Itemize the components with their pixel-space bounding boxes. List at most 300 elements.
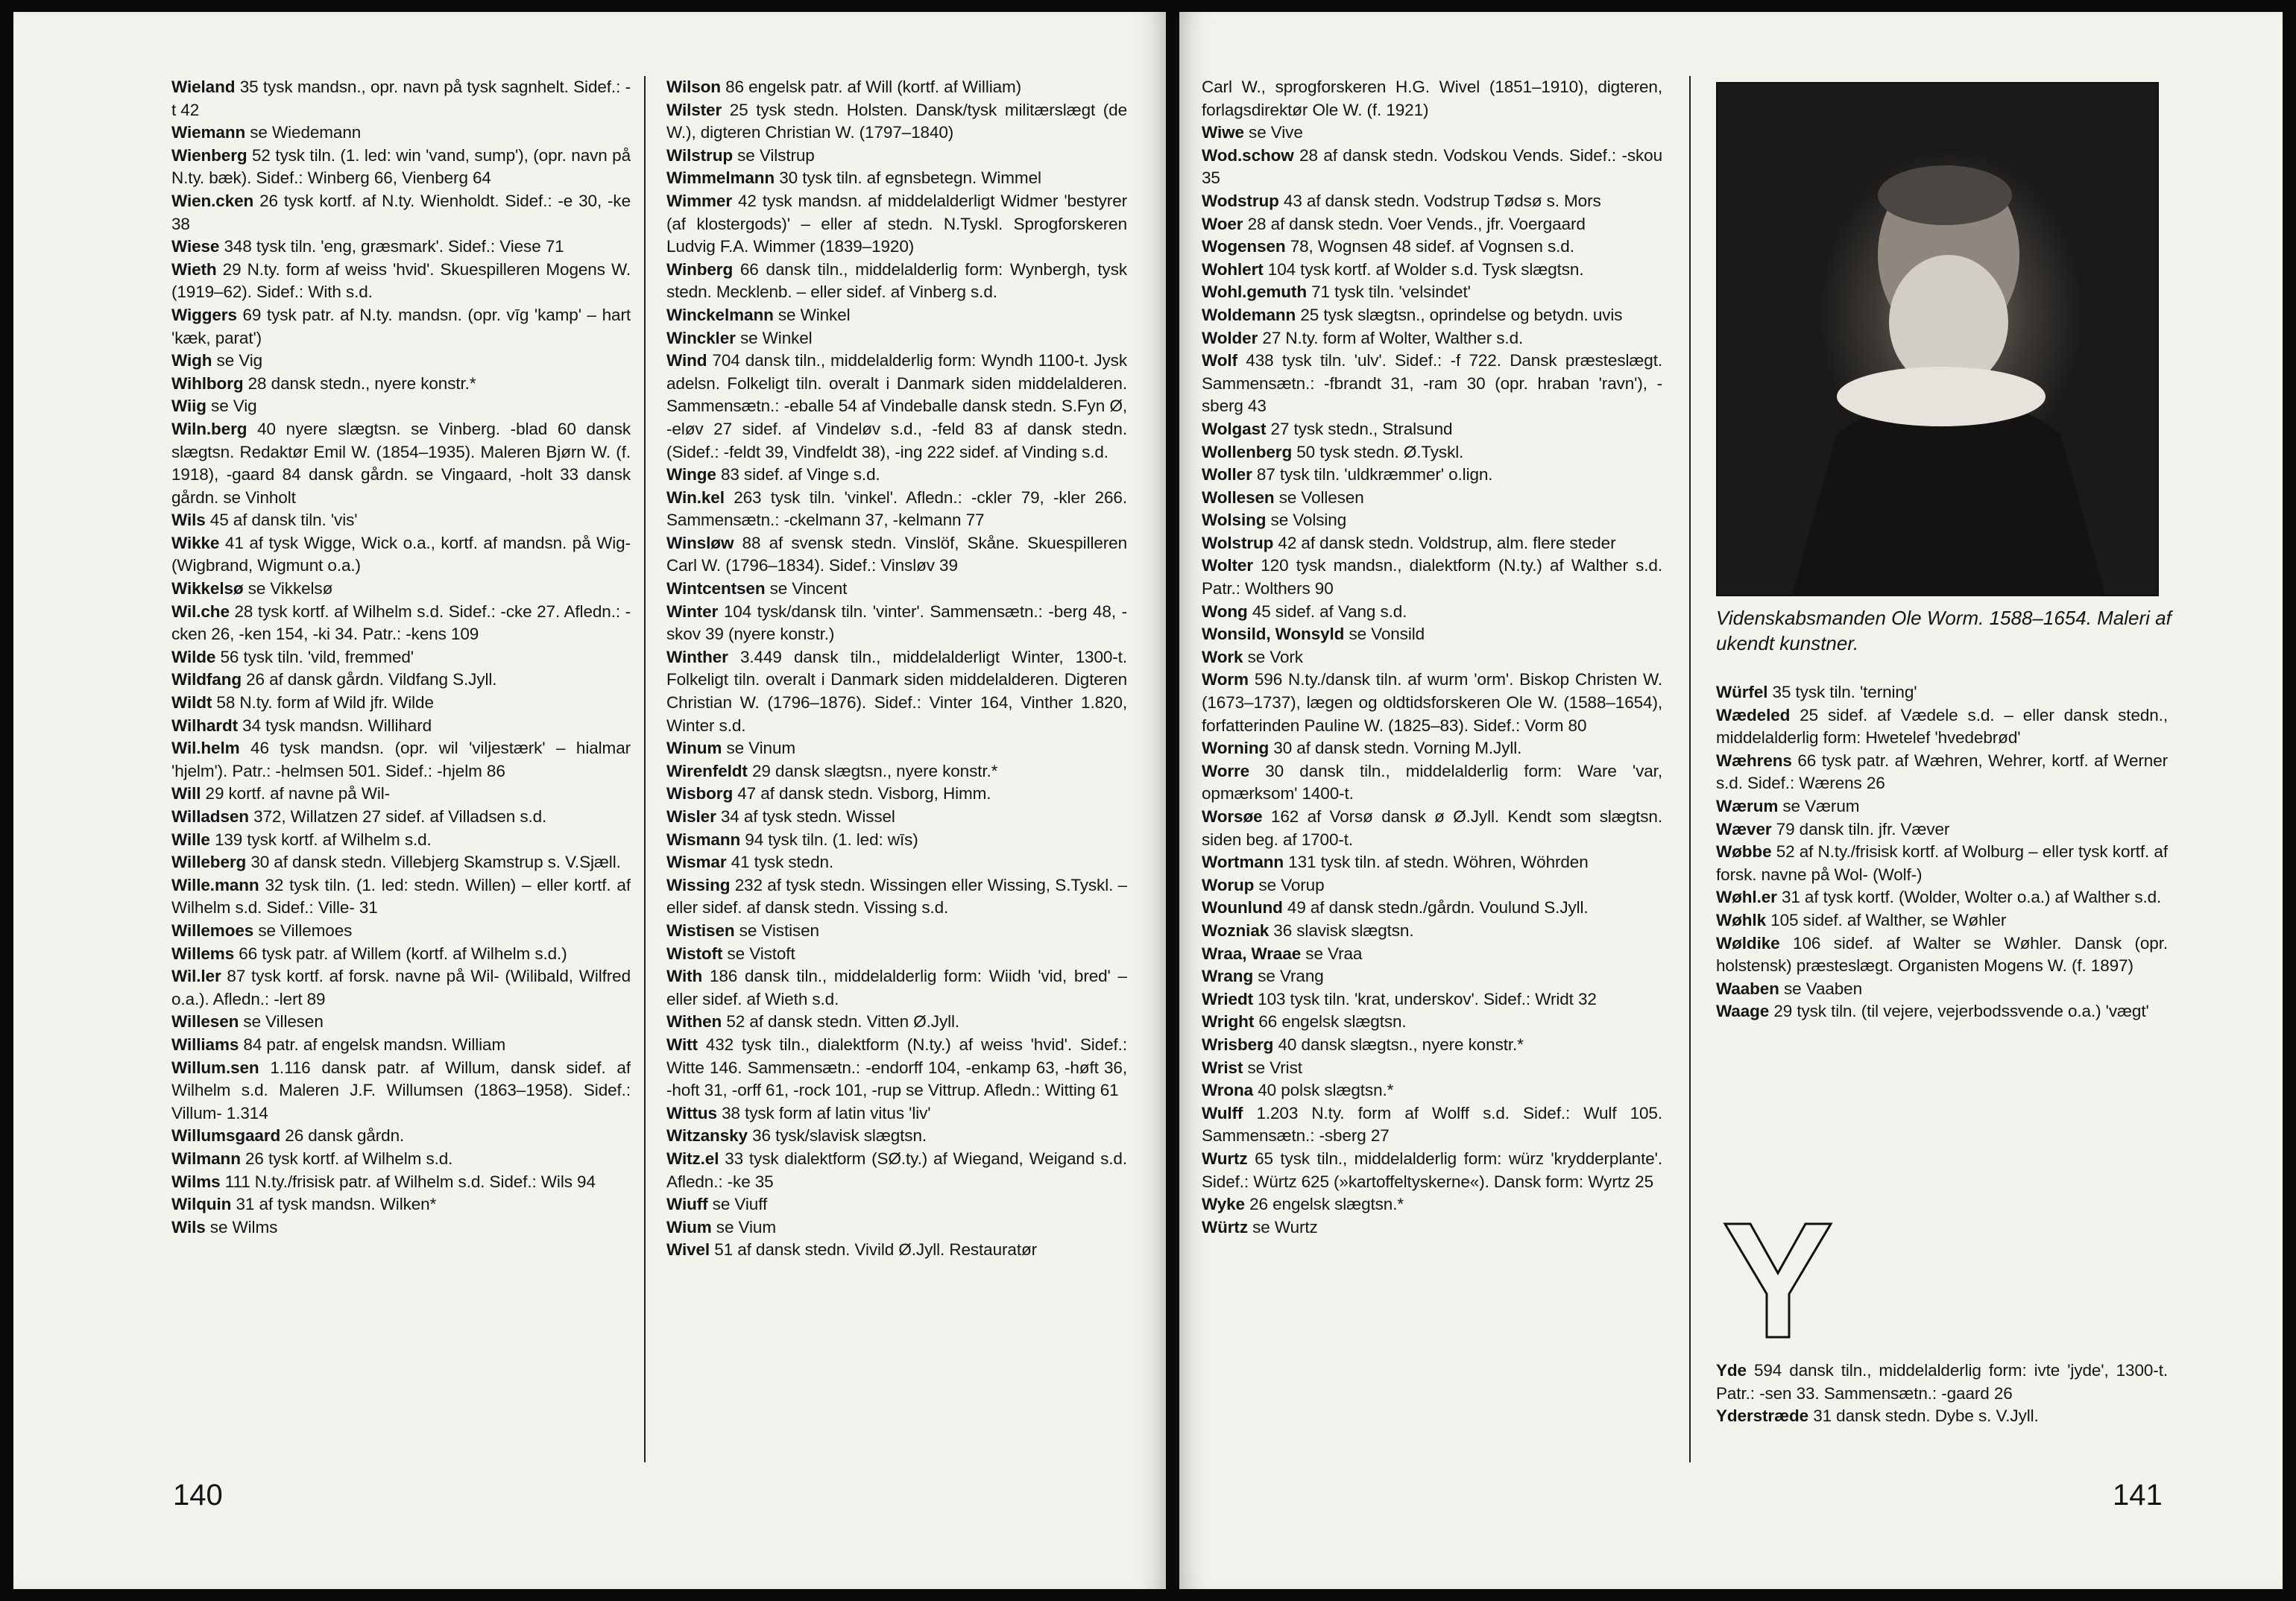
- entry-headword: Wøldike: [1716, 933, 1780, 953]
- entry-text: se Vorup: [1254, 875, 1325, 894]
- entry-text: 41 tysk stedn.: [726, 853, 834, 872]
- dictionary-entry: [666, 1125, 1127, 1148]
- dictionary-entry: [1202, 965, 1662, 988]
- entry-headword: Wrang: [1202, 967, 1254, 986]
- dictionary-entry: [1716, 1405, 2168, 1428]
- entry-headword: Wilster: [666, 100, 722, 119]
- entry-headword: Wogensen: [1202, 237, 1286, 256]
- entry-headword: Withen: [666, 1012, 722, 1032]
- entry-headword: Worsøe: [1202, 807, 1263, 826]
- dictionary-entry: [1202, 669, 1662, 737]
- entry-headword: Wiese: [171, 237, 220, 256]
- entry-headword: Wil.helm: [171, 739, 240, 758]
- dictionary-entry: [1202, 532, 1662, 555]
- dictionary-entry: [171, 395, 631, 418]
- entry-text: 28 tysk kortf. af Wilhelm s.d. Sidef.: -cke 27. Afledn.: -cken 26, -ken 154, -ki 34. Patr.: -kens 109: [171, 601, 631, 644]
- entry-headword: Wiln.berg: [171, 419, 247, 438]
- entry-headword: Waaben: [1716, 979, 1779, 998]
- dictionary-entry: [1716, 818, 2168, 841]
- dictionary-entry: [171, 715, 631, 738]
- entry-text: 186 dansk tiln., middelalderlig form: Wiidh 'vid, bred' – eller sidef. af Wieth s.d.: [666, 967, 1127, 1008]
- entry-text: se Wurtz: [1247, 1217, 1318, 1237]
- entry-text: 25 tysk stedn. Holsten. Dansk/tysk militærslægt (de W.), digteren Christian W. (1797–1840): [666, 100, 1127, 142]
- entry-headword: Wøhl.er: [1716, 888, 1777, 907]
- entry-headword: Wil.che: [171, 601, 230, 621]
- entry-text: 3.449 dansk tiln., middelalderligt Winter, 1300-t. Folkeligt tiln. overalt i Danmark siden middelalderen. Digteren Christian W. (1796–1876). Sidef.: Vinter 164, Vinther 1.820, Winter s.d.: [666, 647, 1127, 735]
- entry-text: 50 tysk stedn. Ø.Tyskl.: [1292, 442, 1464, 461]
- entry-text: 46 tysk mandsn. (opr. wil 'viljestærk' – hialmar 'hjelm'). Patr.: -helmsen 501. Sidef.: -hjelm 86: [171, 739, 631, 780]
- entry-text: 111 N.ty./frisisk patr. af Wilhelm s.d. Sidef.: Wils 94: [220, 1172, 596, 1191]
- entry-headword: Wiemann: [171, 123, 246, 142]
- entry-headword: Wulff: [1202, 1103, 1243, 1122]
- entry-headword: Yde: [1716, 1361, 1747, 1380]
- entry-headword: Wistoft: [666, 944, 723, 963]
- page-number: 141: [2113, 1479, 2163, 1512]
- entry-headword: Willems: [171, 944, 235, 963]
- entry-text: 30 af dansk stedn. Vorning M.Jyll.: [1269, 739, 1522, 758]
- entry-headword: Wilms: [171, 1172, 221, 1191]
- entry-text: 27 N.ty. form af Wolter, Walther s.d.: [1258, 328, 1524, 347]
- entry-headword: Winum: [666, 739, 722, 758]
- dictionary-entry: [171, 943, 631, 966]
- entry-text: 40 polsk slægtsn.*: [1253, 1081, 1394, 1100]
- section-letter-y: [1722, 1221, 1834, 1340]
- entry-text: 32 tysk tiln. (1. led: stedn. Willen) – eller kortf. af Wilhelm s.d. Sidef.: Ville- 31: [171, 875, 631, 918]
- dictionary-entry: [1202, 304, 1662, 327]
- entry-text: 65 tysk tiln., middelalderlig form: würz 'krydderplante'. Sidef.: Würtz 625 (»kartoffeltyskerne«). Dansk form: Wyrtz 25: [1202, 1149, 1662, 1191]
- right-page: [1179, 12, 2283, 1589]
- entry-headword: Wilhardt: [171, 716, 238, 735]
- entry-headword: Wilquin: [171, 1195, 232, 1214]
- dictionary-entry: [1716, 909, 2168, 932]
- dictionary-entry: [171, 783, 631, 806]
- dictionary-entry: [1202, 1216, 1662, 1240]
- entry-text: 35 tysk tiln. 'terning': [1767, 683, 1917, 701]
- entry-headword: Wikke: [171, 533, 220, 552]
- entry-text: 79 dansk tiln. jfr. Væver: [1771, 819, 1950, 839]
- entry-headword: Wihlborg: [171, 373, 244, 393]
- entry-text: 105 sidef. af Walther, se Wøhler: [1766, 910, 2007, 929]
- dictionary-entry: [171, 669, 631, 692]
- entry-headword: Wolder: [1202, 328, 1258, 347]
- dictionary-entry: [171, 874, 631, 920]
- entry-text: 45 af dansk tiln. 'vis': [205, 511, 358, 530]
- entry-text: 25 tysk slægtsn., oprindelse og betydn. uvis: [1296, 305, 1623, 324]
- right-column-1: [1202, 76, 1662, 1462]
- dictionary-entry: [171, 1011, 631, 1034]
- entry-text: 30 af dansk stedn. Villebjerg Skamstrup s. V.Sjæll.: [246, 853, 621, 872]
- entry-headword: Wæhrens: [1716, 751, 1792, 770]
- dictionary-entry: [666, 259, 1127, 304]
- dictionary-entry: [1202, 441, 1662, 464]
- entry-headword: Wriedt: [1202, 989, 1253, 1008]
- entry-headword: Wind: [666, 351, 707, 370]
- dictionary-entry: [171, 121, 631, 145]
- dictionary-entry: [666, 1216, 1127, 1240]
- entry-headword: Wivel: [666, 1240, 710, 1260]
- entry-headword: Wollesen: [1202, 487, 1275, 507]
- entry-headword: Worm: [1202, 670, 1249, 689]
- dictionary-entry: [1202, 737, 1662, 760]
- dictionary-entry: [1202, 1034, 1662, 1057]
- dictionary-entry: [1202, 555, 1662, 600]
- entry-text: 66 engelsk slægtsn.: [1254, 1012, 1407, 1032]
- dictionary-entry: [1202, 1011, 1662, 1034]
- entry-headword: Wimmelmann: [666, 168, 775, 188]
- entry-text: 56 tysk tiln. 'vild, fremmed': [215, 647, 414, 666]
- entry-text: se Viuff: [707, 1195, 768, 1214]
- entry-headword: Waage: [1716, 1002, 1770, 1021]
- dictionary-entry: [666, 737, 1127, 760]
- dictionary-entry: [666, 99, 1127, 145]
- entry-text: 104 tysk/dansk tiln. 'vinter'. Sammensætn.: -berg 48, -skov 39 (nyere konstr.): [666, 601, 1127, 644]
- dictionary-entry: [666, 806, 1127, 829]
- entry-headword: Win.kel: [666, 487, 725, 507]
- dictionary-entry: [1202, 623, 1662, 646]
- dictionary-entry: [1202, 1079, 1662, 1102]
- dictionary-entry: [666, 464, 1127, 487]
- entry-headword: Wurtz: [1202, 1149, 1248, 1168]
- entry-text: 47 af dansk stedn. Visborg, Himm.: [733, 784, 991, 803]
- entry-headword: Wirenfeldt: [666, 761, 748, 780]
- entry-text: 27 tysk stedn., Stralsund: [1266, 419, 1453, 438]
- entry-headword: Wil.ler: [171, 967, 221, 986]
- entry-text: 36 tysk/slavisk slægtsn.: [747, 1126, 927, 1146]
- entry-text: se Vistoft: [722, 944, 795, 963]
- left-page: [13, 12, 1166, 1589]
- entry-text: se Volsing: [1266, 511, 1347, 530]
- entry-text: 1.203 N.ty. form af Wolff s.d. Sidef.: Wulf 105. Sammensætn.: -sberg 27: [1202, 1103, 1662, 1146]
- dictionary-entry: [1716, 704, 2168, 750]
- dictionary-entry: [1202, 464, 1662, 487]
- dictionary-entry: [1202, 1193, 1662, 1216]
- dictionary-entry: [1202, 190, 1662, 213]
- dictionary-entry: [171, 1125, 631, 1148]
- entry-text: 29 dansk slægtsn., nyere konstr.*: [747, 761, 998, 780]
- entry-headword: Wollenberg: [1202, 442, 1293, 461]
- entry-text: 45 sidef. af Vang s.d.: [1247, 601, 1407, 621]
- entry-text: 30 tysk tiln. af egnsbetegn. Wimmel: [775, 168, 1041, 188]
- entry-headword: Wrisberg: [1202, 1035, 1274, 1054]
- entry-headword: Wigh: [171, 351, 212, 370]
- entry-text: 29 kortf. af navne på Wil-: [201, 784, 391, 803]
- entry-headword: Wounlund: [1202, 898, 1283, 918]
- entry-headword: Wils: [171, 511, 206, 530]
- entry-text: se Vrang: [1253, 967, 1324, 986]
- entry-headword: Wille: [171, 830, 210, 849]
- entry-headword: Witz.el: [666, 1149, 719, 1168]
- dictionary-entry: [666, 760, 1127, 783]
- entry-headword: Wiwe: [1202, 123, 1244, 142]
- left-column-1: [171, 76, 631, 1462]
- dictionary-entry: [1202, 281, 1662, 304]
- entry-text: 66 tysk patr. af Wæhren, Wehrer, kortf. af Werner s.d. Sidef.: Wærens 26: [1716, 751, 2168, 793]
- entry-headword: Wildfang: [171, 670, 242, 689]
- dictionary-entry: [171, 304, 631, 350]
- dictionary-entry: [171, 965, 631, 1011]
- entry-headword: Wiig: [171, 397, 206, 416]
- entry-headword: Wilmann: [171, 1149, 241, 1168]
- entry-headword: Wittus: [666, 1103, 717, 1122]
- dictionary-entry: [666, 1011, 1127, 1034]
- dictionary-entry: [171, 578, 631, 601]
- entry-text: 103 tysk tiln. 'krat, underskov'. Sidef.: Wridt 32: [1253, 989, 1597, 1008]
- dictionary-entry: [666, 783, 1127, 806]
- entry-text: se Vork: [1243, 647, 1303, 666]
- entry-text: 1.116 dansk patr. af Willum, dansk sidef. af Wilhelm s.d. Maleren J.F. Willumsen (1863–1958). Sidef.: Villum- 1.314: [171, 1058, 631, 1122]
- entry-text: 104 tysk kortf. af Wolder s.d. Tysk slægtsn.: [1263, 259, 1584, 279]
- dictionary-entry: [666, 304, 1127, 327]
- entry-text: 36 slavisk slægtsn.: [1269, 921, 1414, 940]
- entry-text: 34 tysk mandsn. Willihard: [238, 716, 432, 735]
- entry-headword: Wiuff: [666, 1195, 708, 1214]
- entry-headword: With: [666, 967, 703, 986]
- entry-text: se Villemoes: [253, 921, 353, 940]
- dictionary-entry: [1716, 750, 2168, 795]
- entry-headword: Willemoes: [171, 921, 254, 940]
- entry-headword: Worup: [1202, 875, 1255, 894]
- entry-text: se Vonsild: [1344, 625, 1425, 644]
- entry-text: se Vaaben: [1779, 979, 1863, 998]
- entry-headword: Wøbbe: [1716, 842, 1772, 862]
- entry-text: 86 engelsk patr. af Will (kortf. af William): [720, 78, 1022, 96]
- dictionary-entry: [666, 1239, 1127, 1262]
- dictionary-entry: [666, 487, 1127, 532]
- entry-text: 25 sidef. af Vædele s.d. – eller dansk stedn., middelalderlig form: Hwetelef 'hvedebrød': [1716, 705, 2168, 748]
- entry-text: 31 dansk stedn. Dybe s. V.Jyll.: [1808, 1406, 2039, 1426]
- entry-headword: Wraa, Wraae: [1202, 944, 1302, 963]
- dictionary-entry: [1716, 795, 2168, 818]
- entry-headword: Wimmer: [666, 191, 732, 210]
- entry-text: 29 N.ty. form af weiss 'hvid'. Skuespilleren Mogens W. (1919–62). Sidef.: With s.d.: [171, 259, 631, 302]
- entry-headword: Wolf: [1202, 351, 1237, 370]
- dictionary-entry: [171, 737, 631, 783]
- entry-text: 31 af tysk kortf. (Wolder, Wolter o.a.) af Walther s.d.: [1776, 888, 2162, 907]
- entry-text: 594 dansk tiln., middelalderlig form: ivte 'jyde', 1300-t. Patr.: -sen 33. Sammensætn.: -gaard 26: [1716, 1361, 2168, 1403]
- column-divider: [644, 76, 646, 1462]
- dictionary-entry: [1202, 760, 1662, 806]
- entry-headword: Wilde: [171, 647, 216, 666]
- entry-text: 232 af tysk stedn. Wissingen eller Wissing, S.Tyskl. – eller sidef. af dansk stedn. Vissing s.d.: [666, 875, 1127, 918]
- entry-text: 40 dansk slægtsn., nyere konstr.*: [1273, 1035, 1524, 1054]
- entry-text: 71 tysk tiln. 'velsindet': [1306, 282, 1471, 302]
- entry-text: 69 tysk patr. af N.ty. mandsn. (opr. vīg 'kamp' – hart 'kæk, parat'): [171, 305, 631, 347]
- entry-text: se Vikkelsø: [243, 579, 333, 599]
- entry-headword: Willesen: [171, 1012, 239, 1032]
- entry-headword: Wils: [171, 1217, 206, 1237]
- entry-text: 29 tysk tiln. (til vejere, vejerbodssvende o.a.) 'vægt': [1769, 1002, 2149, 1021]
- entry-text: 33 tysk dialektform (SØ.ty.) af Wiegand, Weigand s.d. Afledn.: -ke 35: [666, 1149, 1127, 1191]
- entry-headword: Willeberg: [171, 853, 247, 872]
- dictionary-entry: [1202, 145, 1662, 190]
- entry-headword: Wright: [1202, 1012, 1255, 1032]
- entry-text: se Vinum: [722, 739, 796, 758]
- entry-text: 58 N.ty. form af Wild jfr. Wilde: [212, 693, 434, 713]
- dictionary-entry: [1202, 646, 1662, 669]
- entry-text: 596 N.ty./dansk tiln. af wurm 'orm'. Biskop Christen W. (1673–1737), lægen og oldtidsforskeren Ole W. (1588–1654), forfatterinden Pauline W. (1825–83). Sidef.: Vorm 80: [1202, 670, 1662, 735]
- entry-headword: Wøhlk: [1716, 910, 1766, 929]
- entry-text: se Vium: [711, 1217, 776, 1237]
- entry-headword: Wod.schow: [1202, 145, 1294, 165]
- entry-headword: Winter: [666, 601, 719, 621]
- entry-headword: Würfel: [1716, 683, 1768, 701]
- entry-text: se Vollesen: [1274, 487, 1364, 507]
- entry-text: 52 af N.ty./frisisk kortf. af Wolburg – eller tysk kortf. af forsk. navne på Wol- (Wolf-): [1716, 842, 2168, 884]
- dictionary-entry: [666, 327, 1127, 350]
- right-column-3: [1716, 1360, 2168, 1449]
- entry-headword: Wærum: [1716, 796, 1779, 815]
- dictionary-entry: [171, 509, 631, 532]
- dictionary-entry: [666, 965, 1127, 1011]
- entry-headword: Wium: [666, 1217, 712, 1237]
- entry-text: se Vig: [212, 351, 263, 370]
- dictionary-entry: [666, 851, 1127, 874]
- entry-text: 87 tysk tiln. 'uldkræmmer' o.lign.: [1252, 465, 1493, 484]
- dictionary-entry: [1716, 932, 2168, 978]
- dictionary-entry: [1716, 886, 2168, 909]
- entry-headword: Wong: [1202, 601, 1248, 621]
- entry-headword: Wohl.gemuth: [1202, 282, 1307, 302]
- entry-text: 26 dansk gårdn.: [280, 1126, 405, 1146]
- dictionary-entry: [666, 646, 1127, 737]
- dictionary-entry: [171, 1148, 631, 1171]
- dictionary-entry: [1202, 851, 1662, 874]
- dictionary-entry: [666, 145, 1127, 168]
- dictionary-entry: [1202, 943, 1662, 966]
- entry-text: 84 patr. af engelsk mandsn. William: [239, 1035, 506, 1054]
- entry-text: 87 tysk kortf. af forsk. navne på Wil- (Wilibald, Wilfred o.a.). Afledn.: -lert 89: [171, 967, 631, 1008]
- entry-text: 83 sidef. af Vinge s.d.: [716, 465, 880, 484]
- dictionary-entry: [666, 190, 1127, 259]
- entry-headword: Wistisen: [666, 921, 735, 940]
- entry-text: se Vincent: [765, 579, 848, 599]
- entry-headword: Wieland: [171, 78, 236, 96]
- entry-headword: Wolter: [1202, 556, 1253, 575]
- dictionary-entry: [666, 943, 1127, 966]
- entry-text: 34 af tysk stedn. Wissel: [716, 807, 895, 826]
- left-column-2: [666, 76, 1127, 1462]
- entry-headword: Wildt: [171, 693, 212, 713]
- entry-headword: Wisler: [666, 807, 716, 826]
- dictionary-entry: [1202, 76, 1662, 121]
- dictionary-entry: [171, 418, 631, 509]
- entry-headword: Winsløw: [666, 533, 734, 552]
- dictionary-entry: [1716, 681, 2168, 704]
- dictionary-entry: [666, 601, 1127, 646]
- dictionary-entry: [1202, 121, 1662, 145]
- entry-text: 26 tysk kortf. af Wilhelm s.d.: [240, 1149, 453, 1168]
- entry-headword: Wien.cken: [171, 191, 254, 210]
- entry-headword: Wolsing: [1202, 511, 1267, 530]
- dictionary-entry: [171, 829, 631, 852]
- entry-headword: Winckler: [666, 328, 736, 347]
- entry-headword: Wædeled: [1716, 705, 1791, 724]
- dictionary-entry: [1202, 897, 1662, 920]
- entry-headword: Worning: [1202, 739, 1270, 758]
- dictionary-entry: [171, 1171, 631, 1194]
- entry-headword: Willadsen: [171, 807, 249, 826]
- entry-headword: Yderstræde: [1716, 1406, 1809, 1426]
- entry-headword: Woldemann: [1202, 305, 1296, 324]
- dictionary-entry: [1202, 509, 1662, 532]
- entry-text: 38 tysk form af latin vitus 'liv': [716, 1103, 931, 1122]
- entry-headword: Wismann: [666, 830, 741, 849]
- entry-text: 40 nyere slægtsn. se Vinberg. -blad 60 dansk slægtsn. Redaktør Emil W. (1854–1935). Maleren Bjørn W. (f. 1918), -gaard 84 dansk gårdn. se Vingaard, -holt 33 dansk gårdn. se Vinholt: [171, 419, 631, 507]
- dictionary-entry: [1202, 213, 1662, 236]
- entry-headword: Winther: [666, 647, 728, 666]
- right-column-2: [1716, 681, 2168, 1099]
- entry-headword: Wisborg: [666, 784, 734, 803]
- dictionary-entry: [666, 167, 1127, 190]
- entry-headword: Wolstrup: [1202, 533, 1274, 552]
- portrait-painting: [1716, 82, 2159, 596]
- entry-text: 52 tysk tiln. (1. led: win 'vand, sump'), (opr. navn på N.ty. bæk). Sidef.: Winberg 66, Vienberg 64: [171, 145, 631, 188]
- entry-headword: Wikkelsø: [171, 579, 244, 599]
- entry-text: 348 tysk tiln. 'eng, græsmark'. Sidef.: Viese 71: [219, 237, 564, 256]
- dictionary-entry: [171, 1216, 631, 1240]
- entry-headword: Winge: [666, 465, 716, 484]
- entry-headword: Will: [171, 784, 201, 803]
- entry-text: 35 tysk mandsn., opr. navn på tysk sagnhelt. Sidef.: -t 42: [171, 78, 631, 119]
- entry-text: 438 tysk tiln. 'ulv'. Sidef.: -f 722. Dansk præsteslægt. Sammensætn.: -fbrandt 31, -ram 30 (opr. hraban 'ravn'), -sberg 43: [1202, 351, 1662, 416]
- entry-text: 28 af dansk stedn. Voer Vends., jfr. Voergaard: [1243, 214, 1586, 233]
- dictionary-entry: [1202, 418, 1662, 441]
- entry-headword: Wolgast: [1202, 419, 1267, 438]
- entry-text: 131 tysk tiln. af stedn. Wöhren, Wöhrden: [1284, 853, 1589, 872]
- dictionary-entry: [171, 259, 631, 304]
- entry-text: 66 dansk tiln., middelalderlig form: Wynbergh, tysk stedn. Mecklenb. – eller sidef. af Vinberg s.d.: [666, 259, 1127, 302]
- entry-headword: Wiggers: [171, 305, 237, 324]
- portrait-figure-icon: [1718, 83, 2157, 595]
- entry-text: se Wilms: [205, 1217, 278, 1237]
- entry-text: 26 engelsk slægtsn.*: [1244, 1195, 1404, 1214]
- entry-text: 106 sidef. af Walter se Wøhler. Dansk (opr. holstensk) præsteslægt. Organisten Mogens W. (f. 1897): [1716, 933, 2168, 976]
- dictionary-entry: [171, 532, 631, 578]
- entry-headword: Wissing: [666, 875, 731, 894]
- dictionary-entry: [171, 601, 631, 646]
- entry-text: 432 tysk tiln., dialektform (N.ty.) af weiss 'hvid'. Sidef.: Witte 146. Sammensætn.: -endorff 104, -enkamp 63, -høft 36, -hoft 31, -orff 61, -rock 101, -rup se Vittrup. Afledn.: Witting 61: [666, 1035, 1127, 1100]
- dictionary-entry: [666, 578, 1127, 601]
- entry-text: 52 af dansk stedn. Vitten Ø.Jyll.: [722, 1012, 960, 1032]
- entry-text: 28 af dansk stedn. Vodskou Vends. Sidef.: -skou 35: [1202, 145, 1662, 188]
- entry-text: 42 af dansk stedn. Voldstrup, alm. flere steder: [1273, 533, 1616, 552]
- entry-text: 41 af tysk Wigge, Wick o.a., kortf. af mandsn. på Wig- (Wigbrand, Wigmunt o.a.): [171, 533, 631, 575]
- entry-text: 94 tysk tiln. (1. led: wīs): [740, 830, 918, 849]
- dictionary-entry: [666, 1148, 1127, 1193]
- entry-text: 49 af dansk stedn./gårdn. Voulund S.Jyll.: [1282, 898, 1589, 918]
- dictionary-entry: [1202, 350, 1662, 418]
- entry-headword: Worre: [1202, 761, 1250, 780]
- dictionary-entry: [171, 190, 631, 236]
- dictionary-entry: [1716, 978, 2168, 1001]
- dictionary-entry: [1716, 1000, 2168, 1023]
- dictionary-entry: [1202, 920, 1662, 943]
- dictionary-entry: [1202, 259, 1662, 282]
- dictionary-entry: [666, 76, 1127, 99]
- entry-text: se Vig: [206, 397, 257, 416]
- dictionary-entry: [1202, 806, 1662, 851]
- dictionary-entry: [171, 806, 631, 829]
- entry-headword: Woer: [1202, 214, 1243, 233]
- entry-headword: Wonsild, Wonsyld: [1202, 625, 1345, 644]
- dictionary-entry: [171, 1034, 631, 1057]
- entry-text: se Vrist: [1243, 1058, 1302, 1077]
- dictionary-entry: [1716, 1360, 2168, 1405]
- entry-text: se Winkel: [735, 328, 813, 347]
- entry-text: 120 tysk mandsn., dialektform (N.ty.) af Walther s.d. Patr.: Wolthers 90: [1202, 556, 1662, 599]
- entry-headword: Wæver: [1716, 819, 1772, 839]
- dictionary-entry: [171, 76, 631, 121]
